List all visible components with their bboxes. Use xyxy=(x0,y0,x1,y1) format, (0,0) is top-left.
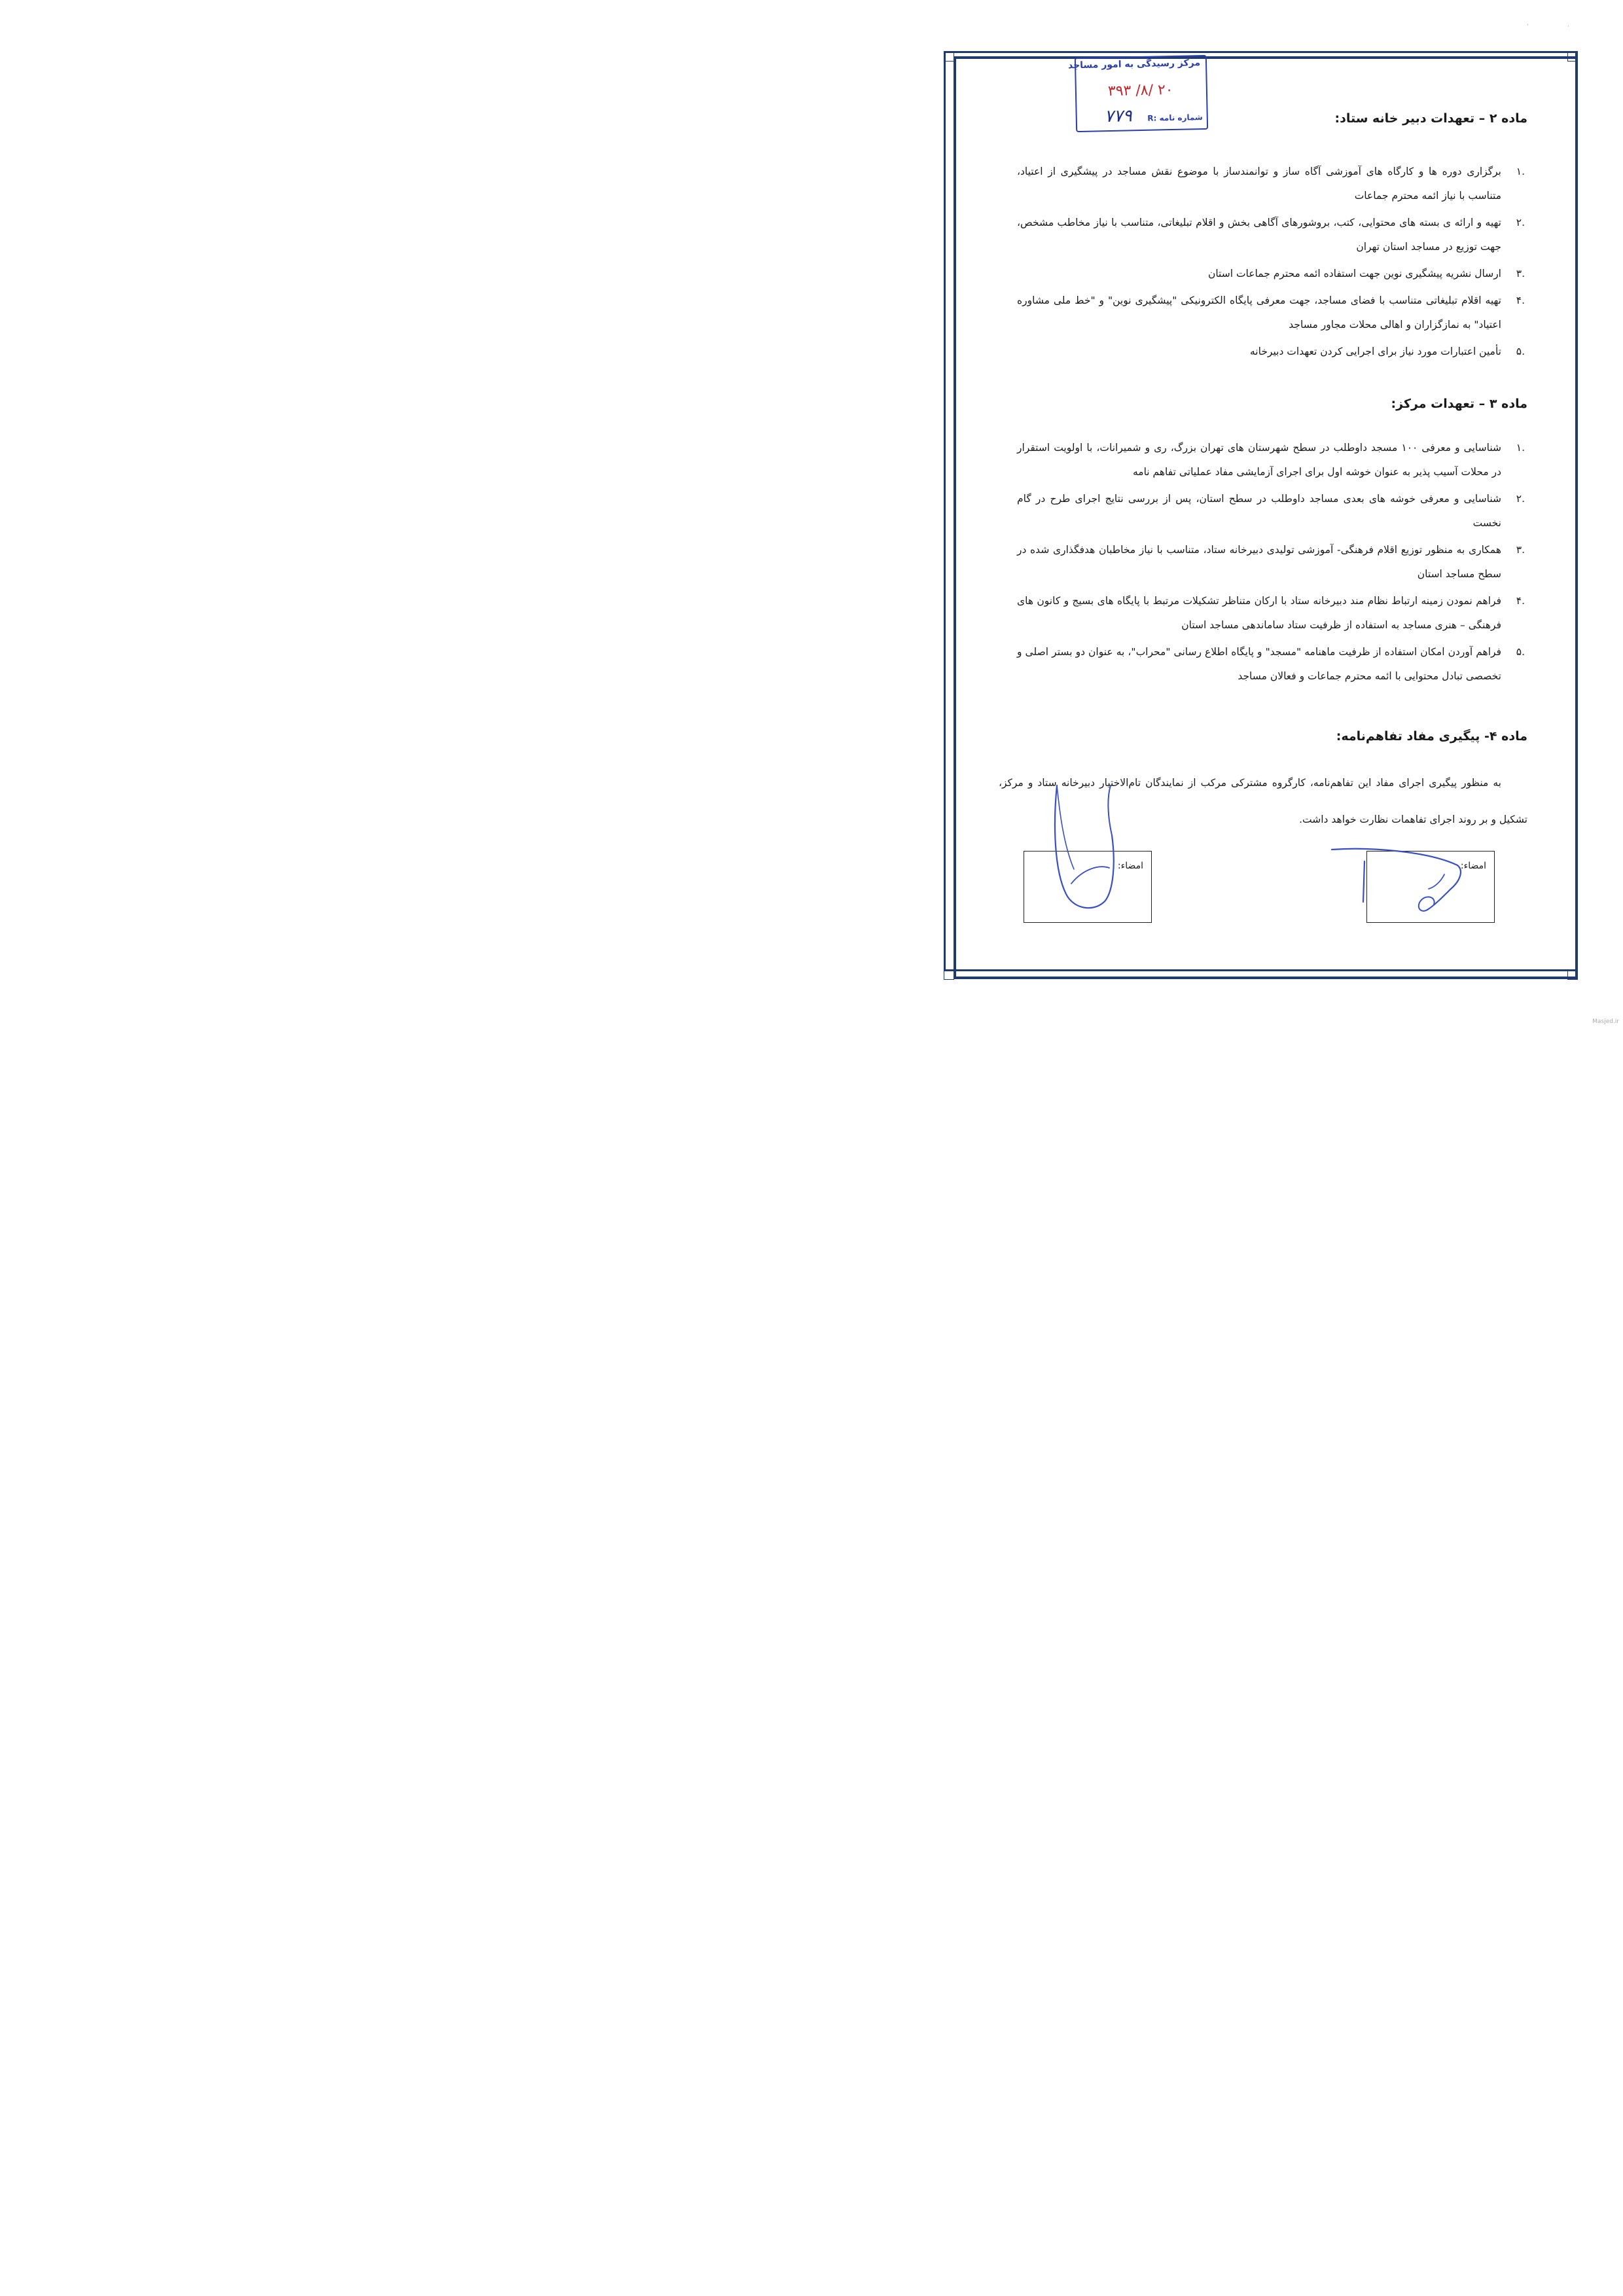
signature-left-ink xyxy=(1043,772,1134,916)
list-item xyxy=(1017,640,1525,689)
list-item-text: تهیه و ارائه ی بسته های محتوایی، کتب، بروشورهای آگاهی بخش و اقلام تبلیغاتی، متناسب با نیاز مخاطب مشخص، جهت توزیع در مساجد استان تهران xyxy=(1017,217,1501,253)
signature-label: امضاء: xyxy=(1117,861,1143,871)
scan-mark: ' xyxy=(1527,24,1529,30)
article-2-list xyxy=(1017,160,1525,367)
border-corner-bottom-left xyxy=(944,969,954,980)
list-item xyxy=(1017,211,1525,259)
list-item xyxy=(1017,589,1525,637)
list-item-number: .۳ xyxy=(1516,268,1525,279)
list-item-text: تهیه اقلام تبلیغاتی متناسب با فضای مساجد، جهت معرفی پایگاه الکترونیکی "پیشگیری نوین" و "خط ملی مشاوره اعتیاد" به نمازگزاران و اهالی محلات مجاور مساجد xyxy=(1017,295,1501,331)
list-item-number: .۴ xyxy=(1516,595,1525,607)
border-corner-bottom-right xyxy=(1567,969,1578,980)
list-item-text: برگزاری دوره ها و کارگاه های آموزشی آگاه ساز و توانمندساز با موضوع نقش مساجد در پیشگیری از اعتیاد، متناسب با نیاز ائمه محترم جماعات xyxy=(1017,166,1501,202)
list-item xyxy=(1017,487,1525,535)
list-item xyxy=(1017,436,1525,484)
list-item-number: .۴ xyxy=(1516,295,1525,306)
list-item-text: ارسال نشریه پیشگیری نوین جهت استفاده ائمه محترم جماعات استان xyxy=(1207,268,1501,279)
list-item-text: شناسایی و معرفی ۱۰۰ مسجد داوطلب در سطح شهرستان های تهران بزرگ، ری و شمیرانات، با اولویت استقرار در محلات آسیب پذیر به عنوان خوشه اول برای اجرای آزمایشی مفاد عملیاتی تفاهم نامه xyxy=(1017,442,1501,478)
stamp-date: ۳۹۳ /۸/ ۲۰ xyxy=(1107,81,1173,100)
list-item xyxy=(1017,538,1525,586)
list-item-number: .۵ xyxy=(1516,646,1525,658)
list-item xyxy=(1017,289,1525,337)
list-item-number: .۲ xyxy=(1516,493,1525,505)
border-corner-top-right xyxy=(1567,51,1578,62)
list-item-text: تأمین اعتبارات مورد نیاز برای اجرایی کردن تعهدات دبیرخانه xyxy=(1250,346,1501,357)
stamp-title: مرکز رسیدگی به امور مساجد xyxy=(1067,58,1201,71)
article-2-heading: ماده ۲ – تعهدات دبیر خانه ستاد: xyxy=(1334,111,1527,126)
stamp-letter-number-label: شماره نامه :R xyxy=(1147,113,1203,123)
list-item-text: فراهم نمودن زمینه ارتباط نظام مند دبیرخانه ستاد با ارکان متناظر تشکیلات مرتبط با پایگاه های بسیج و کانون های فرهنگی – هنری مساجد به استفاده از ظرفیت ستاد ساماندهی مساجد استان xyxy=(1017,595,1501,631)
article-3-list xyxy=(1017,436,1525,691)
list-item-text: شناسایی و معرفی خوشه های بعدی مساجد داوطلب در سطح استان، پس از بررسی نتایج اجرای طرح در گام نخست xyxy=(1017,493,1501,529)
list-item-number: .۳ xyxy=(1516,544,1525,556)
list-item xyxy=(1017,340,1525,364)
list-item-number: .۲ xyxy=(1516,217,1525,228)
scan-mark: · xyxy=(1567,24,1569,30)
border-corner-top-left xyxy=(944,51,954,62)
signature-label: امضاء: xyxy=(1460,861,1486,871)
receipt-stamp xyxy=(1067,55,1208,132)
signature-right-ink xyxy=(1329,842,1473,920)
list-item-number: .۵ xyxy=(1516,346,1525,357)
list-item-number: .۱ xyxy=(1516,442,1525,454)
list-item-number: .۱ xyxy=(1516,166,1525,177)
article-3-heading: ماده ۳ – تعهدات مرکز: xyxy=(1391,397,1527,411)
watermark: Masjed.ir xyxy=(1592,1018,1619,1025)
list-item-text: فراهم آوردن امکان استفاده از ظرفیت ماهنامه "مسجد" و پایگاه اطلاع رسانی "محراب"، به عنوان دو بستر اصلی و تخصصی تبادل محتوایی با ائمه محترم جماعات و فعالان مساجد xyxy=(1017,646,1501,682)
list-item-text: همکاری به منظور توزیع اقلام فرهنگی- آموزشی تولیدی دبیرخانه ستاد، متناسب با نیاز مخاطبان هدفگذاری شده در سطح مساجد استان xyxy=(1017,544,1501,580)
article-4-heading: ماده ۴- پیگیری مفاد تفاهم‌نامه: xyxy=(1336,729,1527,744)
list-item xyxy=(1017,262,1525,286)
list-item xyxy=(1017,160,1525,208)
stamp-letter-number: ۷۷۹ xyxy=(1104,106,1132,127)
article-4-paragraph: به منظور پیگیری اجرای مفاد این تفاهم‌نامه، کارگروه مشترکی مرکب از نمایندگان تام‌الاختیار دبیرخانه ستاد و مرکز، تشکیل و بر روند اجرای تفاهمات نظارت خواهد داشت. xyxy=(999,777,1527,825)
